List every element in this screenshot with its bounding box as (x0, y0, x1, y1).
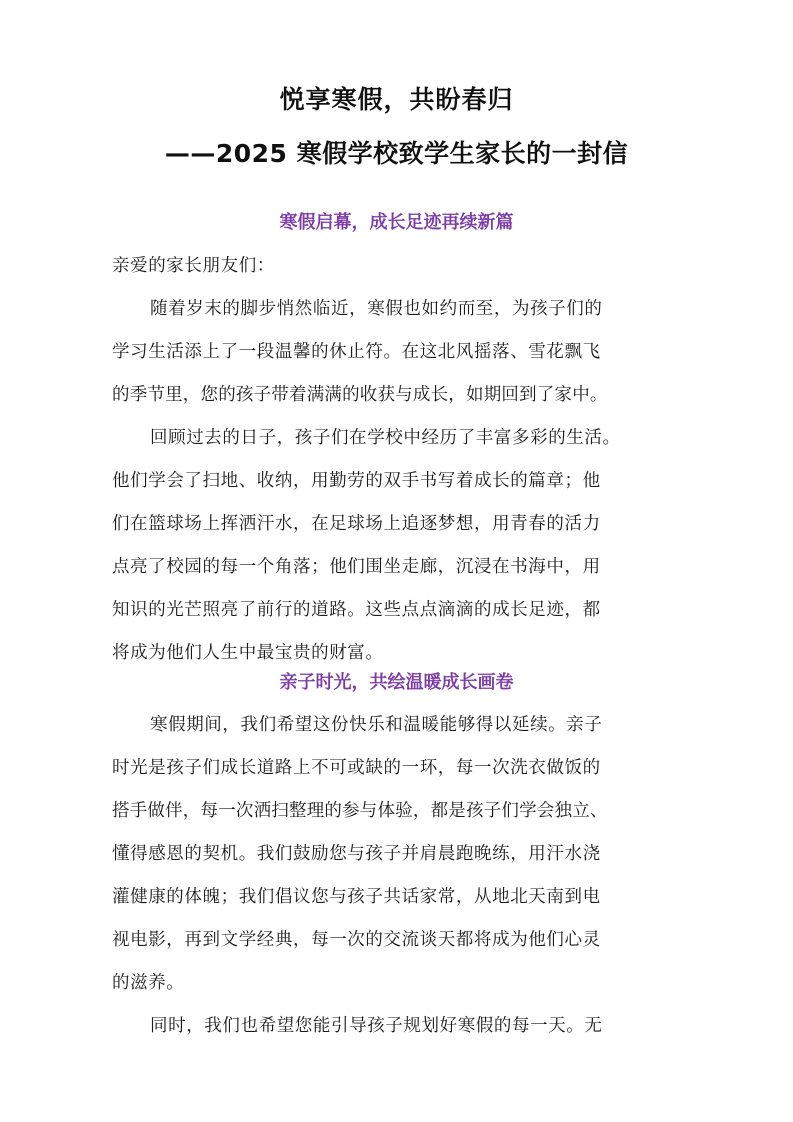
paragraph-line: 同时，我们也希望您能引导孩子规划好寒假的每一天。无 (150, 1016, 603, 1036)
salutation: 亲爱的家长朋友们： (112, 256, 275, 276)
paragraph-line: 知识的光芒照亮了前行的道路。这些点点滴滴的成长足迹，都 (112, 600, 601, 620)
paragraph-line: 回顾过去的日子，孩子们在学校中经历了丰富多彩的生活。 (150, 428, 621, 448)
paragraph-line: 将成为他们人生中最宝贵的财富。 (112, 643, 384, 663)
paragraph-line: 他们学会了扫地、收纳，用勤劳的双手书写着成长的篇章；他 (112, 471, 601, 491)
paragraph-line: 的季节里，您的孩子带着满满的收获与成长，如期回到了家中。 (112, 385, 608, 405)
document-title: 悦享寒假，共盼春归 (279, 85, 514, 114)
paragraph-line: 懂得感恩的契机。我们鼓励您与孩子并肩晨跑晚练，用汗水浇 (112, 844, 601, 864)
paragraph-line: 的滋养。 (112, 973, 185, 993)
paragraph-line: 时光是孩子们成长道路上不可或缺的一环，每一次洗衣做饭的 (112, 758, 601, 778)
paragraph-line: 视电影，再到文学经典，每一次的交流谈天都将成为他们心灵 (112, 930, 601, 950)
document-subtitle: ——2025 寒假学校致学生家长的一封信 (164, 139, 629, 168)
section-heading-2: 亲子时光，共绘温暖成长画卷 (279, 672, 514, 693)
paragraph-line: 们在篮球场上挥洒汗水，在足球场上追逐梦想，用青春的活力 (112, 514, 601, 534)
section-heading-1: 寒假启幕，成长足迹再续新篇 (279, 212, 514, 233)
paragraph-line: 学习生活添上了一段温馨的休止符。在这北风摇落、雪花飘飞 (112, 342, 601, 362)
paragraph-line: 随着岁末的脚步悄然临近，寒假也如约而至，为孩子们的 (150, 299, 603, 319)
paragraph-line: 点亮了校园的每一个角落；他们围坐走廊，沉浸在书海中，用 (112, 557, 601, 577)
paragraph-line: 灌健康的体魄；我们倡议您与孩子共话家常，从地北天南到电 (112, 887, 601, 907)
paragraph-line: 搭手做伴，每一次洒扫整理的参与体验，都是孩子们学会独立、 (112, 801, 608, 821)
paragraph-line: 寒假期间，我们希望这份快乐和温暖能够得以延续。亲子 (150, 715, 603, 735)
